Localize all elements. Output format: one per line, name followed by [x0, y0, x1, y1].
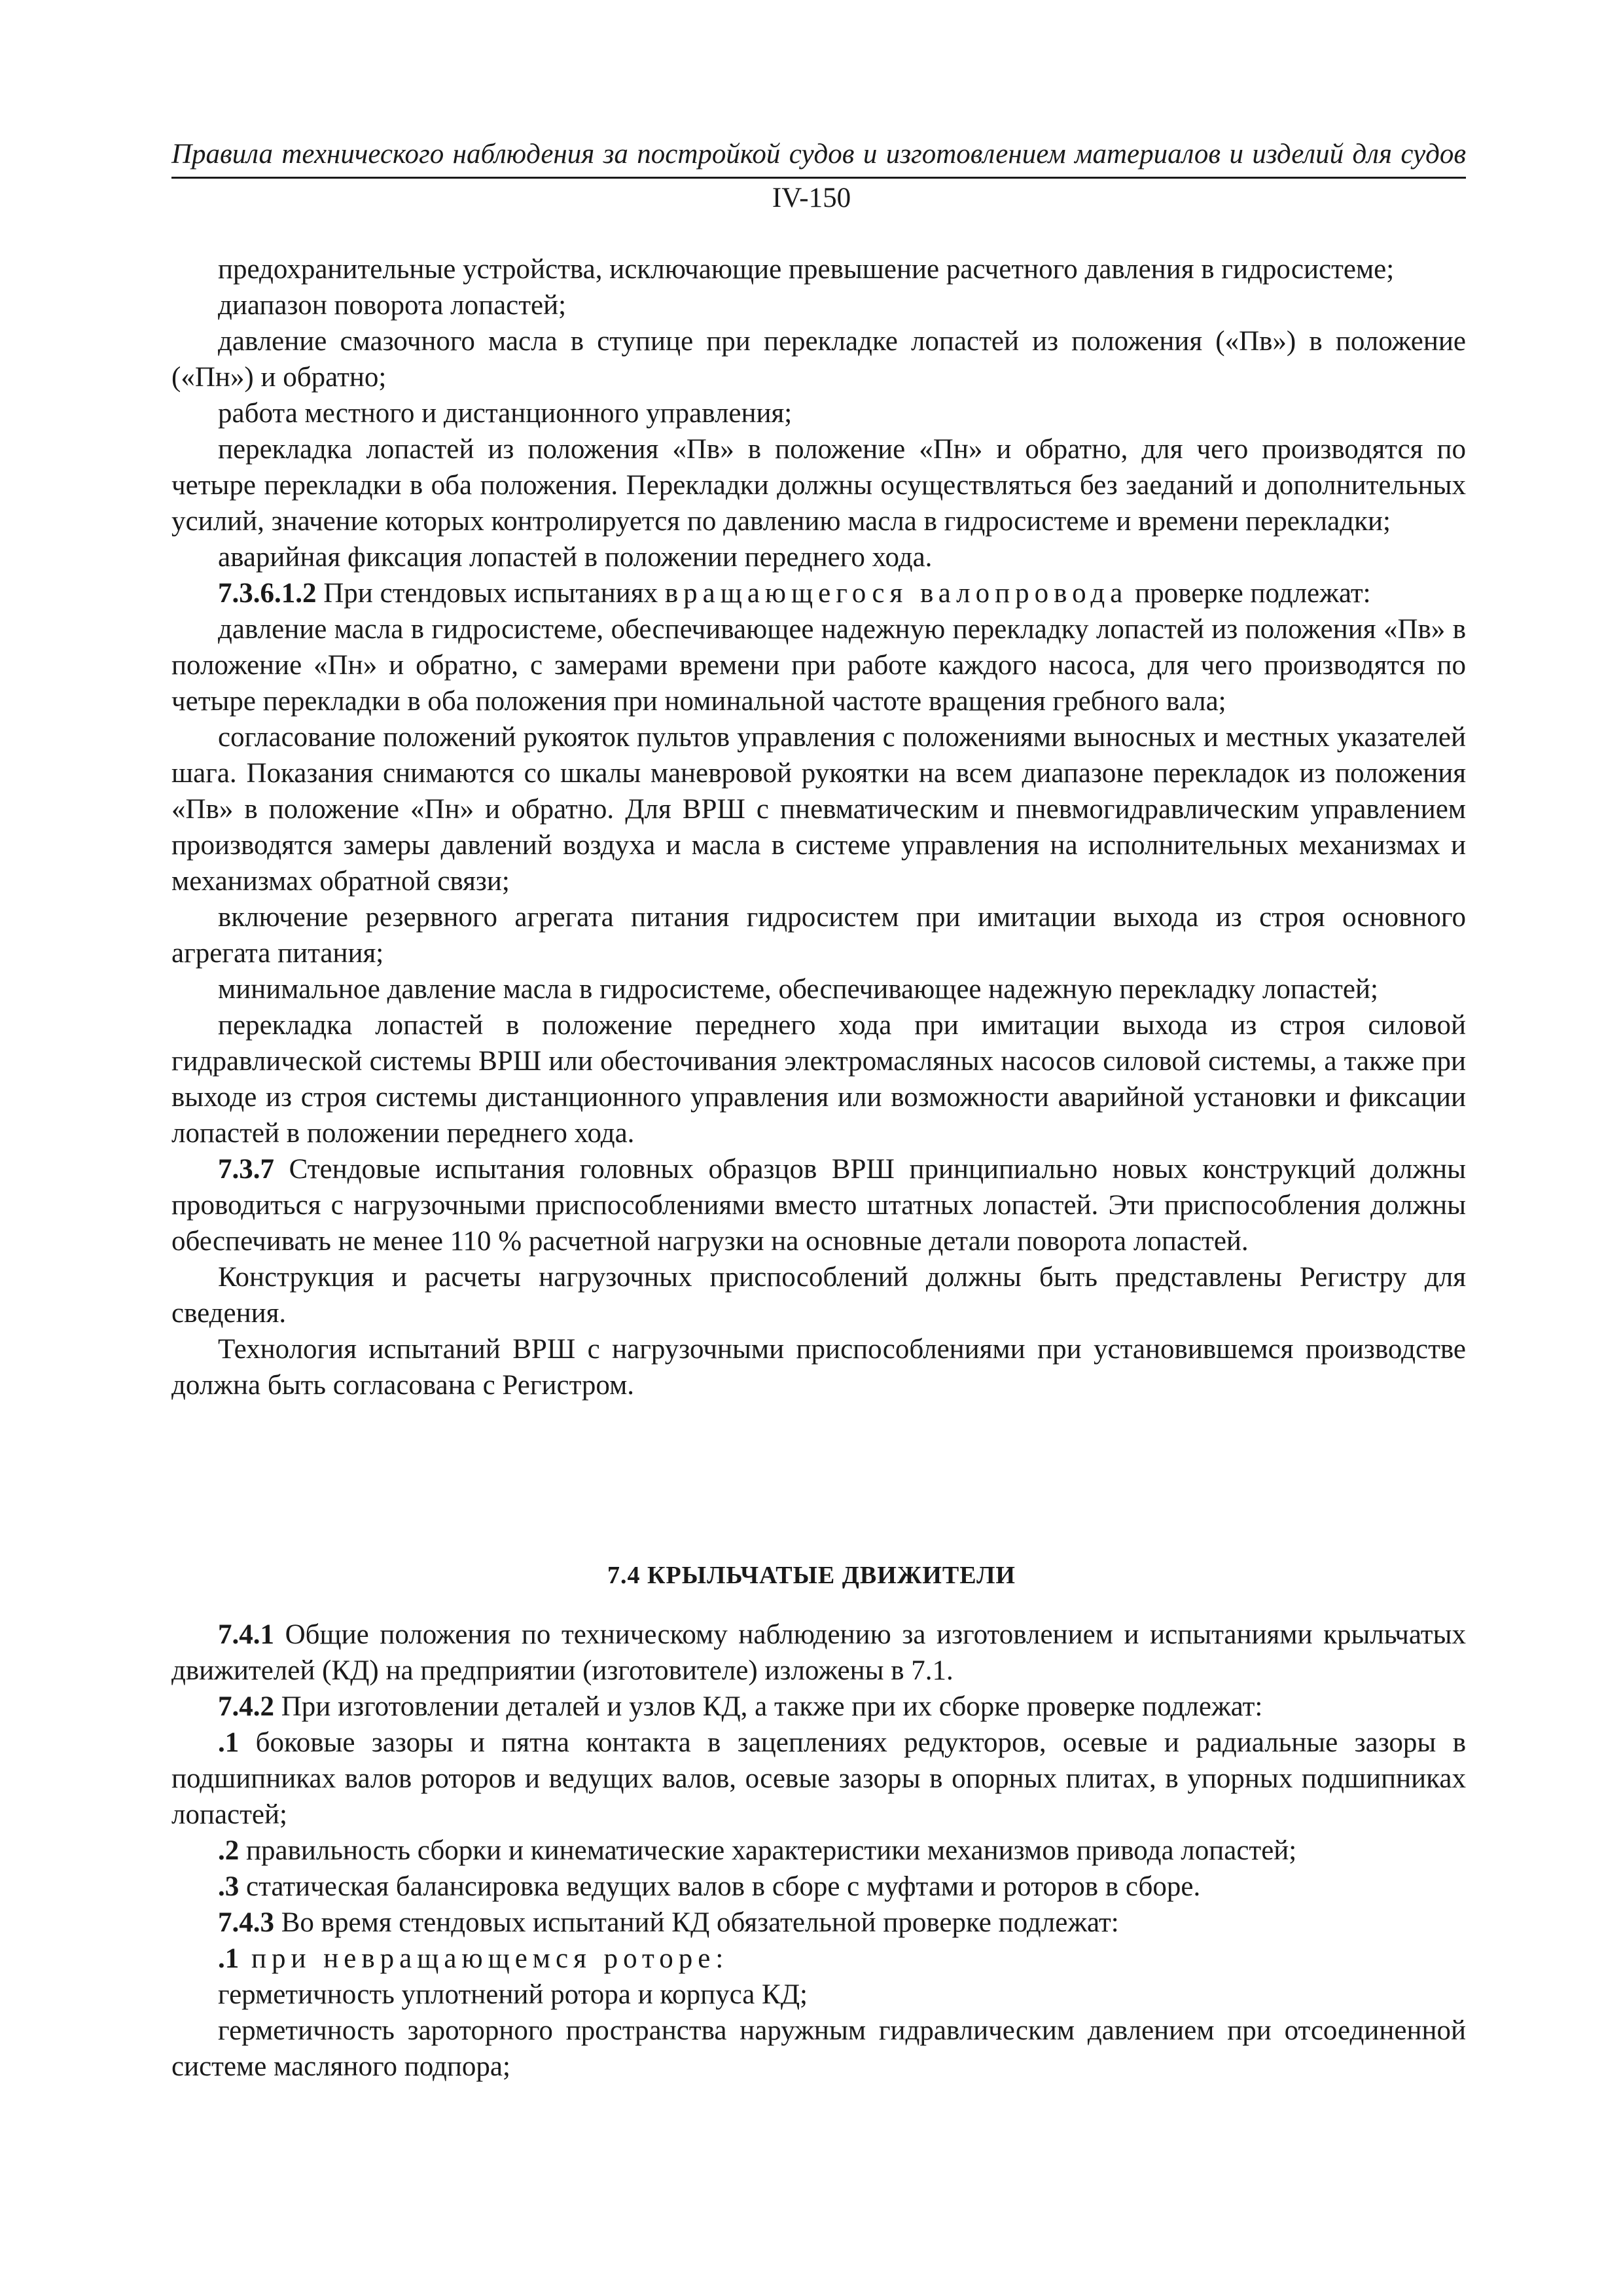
list-item	[171, 1869, 1466, 1905]
clause-text: Во время стендовых испытаний КД обязательной проверке подлежат:	[274, 1907, 1119, 1938]
list-item	[171, 1941, 1466, 1977]
list-item	[171, 1725, 1466, 1833]
paragraph-7-4-3	[171, 1905, 1466, 1941]
clause-text: При стендовых испытаниях	[316, 578, 665, 609]
item-text: правильность сборки и кинематические характеристики механизмов привода лопастей;	[239, 1835, 1297, 1866]
clause-number: 7.3.7	[218, 1154, 274, 1185]
item-number: .1	[218, 1943, 240, 1974]
spaced-emphasis: вращающегося валопровода	[664, 578, 1128, 609]
paragraph-7-4-1	[171, 1617, 1466, 1689]
item-text: боковые зазоры и пятна контакта в зацеплениях редукторов, осевые и радиальные зазоры в подшипниках валов роторов и ведущих валов, осевые зазоры в опорных плитах, в упорных подшипниках лопастей;	[171, 1727, 1466, 1830]
spaced-emphasis: при невращающемся роторе:	[239, 1943, 729, 1974]
paragraph-7-4-2	[171, 1689, 1466, 1725]
paragraph: предохранительные устройства, исключающие превышение расчетного давления в гидросистеме;	[218, 254, 1395, 285]
paragraph: давление масла в гидросистеме, обеспечивающее надежную перекладку лопастей из положения «Пв» в положение «Пн» и обратно, с замерами времени при работе каждого насоса, для чего производятся по четыре перекладки в оба положения при номинальной частоте вращения гребного вала;	[171, 614, 1466, 717]
paragraph: согласование положений рукояток пультов управления с положениями выносных и местных указателей шага. Показания снимаются со шкалы маневровой рукоятки на всем диапазоне перекладок из положения «Пв» в положение «Пн» и обратно. Для ВРШ с пневматическим и пневмогидравлическим управлением производятся замеры давлений воздуха и масла в системе управления на исполнительных механизмах и механизмах обратной связи;	[171, 722, 1466, 897]
paragraph: Технология испытаний ВРШ с нагрузочными приспособлениями при установившемся производстве должна быть согласована с Регистром.	[171, 1334, 1466, 1401]
clause-text: проверке подлежат:	[1128, 578, 1371, 609]
main-body	[171, 251, 1466, 1403]
paragraph: герметичность зароторного пространства наружным гидравлическим давлением при отсоединенной системе масляного подпора;	[171, 2015, 1466, 2082]
paragraph: герметичность уплотнений ротора и корпуса КД;	[218, 1979, 808, 2010]
paragraph: перекладка лопастей из положения «Пв» в положение «Пн» и обратно, для чего производятся по четыре перекладки в оба положения. Перекладки должны осуществляться без заеданий и дополнительных усилий, значение которых контролируется по давлению масла в гидросистеме и времени перекладки;	[171, 434, 1466, 537]
section-heading: 7.4 КРЫЛЬЧАТЫЕ ДВИЖИТЕЛИ	[607, 1562, 1016, 1589]
item-number: .1	[218, 1727, 240, 1758]
paragraph: аварийная фиксация лопастей в положении переднего хода.	[218, 542, 933, 573]
clause-number: 7.3.6.1.2	[218, 578, 317, 609]
clause-text: Общие положения по техническому наблюдению за изготовлением и испытаниями крыльчатых движителей (КД) на предприятии (изготовителе) изложены в 7.1.	[171, 1619, 1466, 1686]
page-number: IV-150	[772, 183, 851, 213]
paragraph-7-3-6-1-2	[171, 575, 1466, 611]
paragraph: Конструкция и расчеты нагрузочных приспособлений должны быть представлены Регистру для сведения.	[171, 1262, 1466, 1329]
clause-text: При изготовлении деталей и узлов КД, а также при их сборке проверке подлежат:	[274, 1691, 1263, 1722]
paragraph: включение резервного агрегата питания гидросистем при имитации выхода из строя основного агрегата питания;	[171, 902, 1466, 969]
paragraph-7-3-7	[171, 1151, 1466, 1259]
header-rule	[171, 177, 1466, 179]
paragraph: диапазон поворота лопастей;	[218, 290, 567, 321]
paragraph: давление смазочного масла в ступице при перекладке лопастей из положения («Пв») в положение («Пн») и обратно;	[171, 326, 1466, 393]
paragraph: минимальное давление масла в гидросистеме, обеспечивающее надежную перекладку лопастей;	[218, 974, 1378, 1005]
item-number: .3	[218, 1871, 240, 1902]
clause-number: 7.4.3	[218, 1907, 274, 1938]
clause-text: Стендовые испытания головных образцов ВРШ принципиально новых конструкций должны проводиться с нагрузочными приспособлениями вместо штатных лопастей. Эти приспособления должны обеспечивать не менее 110 % расчетной нагрузки на основные детали поворота лопастей.	[171, 1154, 1466, 1257]
item-number: .2	[218, 1835, 240, 1866]
list-item	[171, 1833, 1466, 1869]
clause-number: 7.4.1	[218, 1619, 274, 1650]
clause-number: 7.4.2	[218, 1691, 274, 1722]
paragraph: перекладка лопастей в положение переднего хода при имитации выхода из строя силовой гидравлической системы ВРШ или обесточивания электромасляных насосов силовой системы, а также при выходе из строя системы дистанционного управления или возможности аварийной установки и фиксации лопастей в положении переднего хода.	[171, 1010, 1466, 1149]
section-body	[171, 1617, 1466, 2085]
paragraph: работа местного и дистанционного управления;	[218, 398, 793, 429]
running-title: Правила технического наблюдения за постройкой судов и изготовлением материалов и изделий для судов	[171, 139, 1466, 170]
item-text: статическая балансировка ведущих валов в сборе с муфтами и роторов в сборе.	[239, 1871, 1201, 1902]
